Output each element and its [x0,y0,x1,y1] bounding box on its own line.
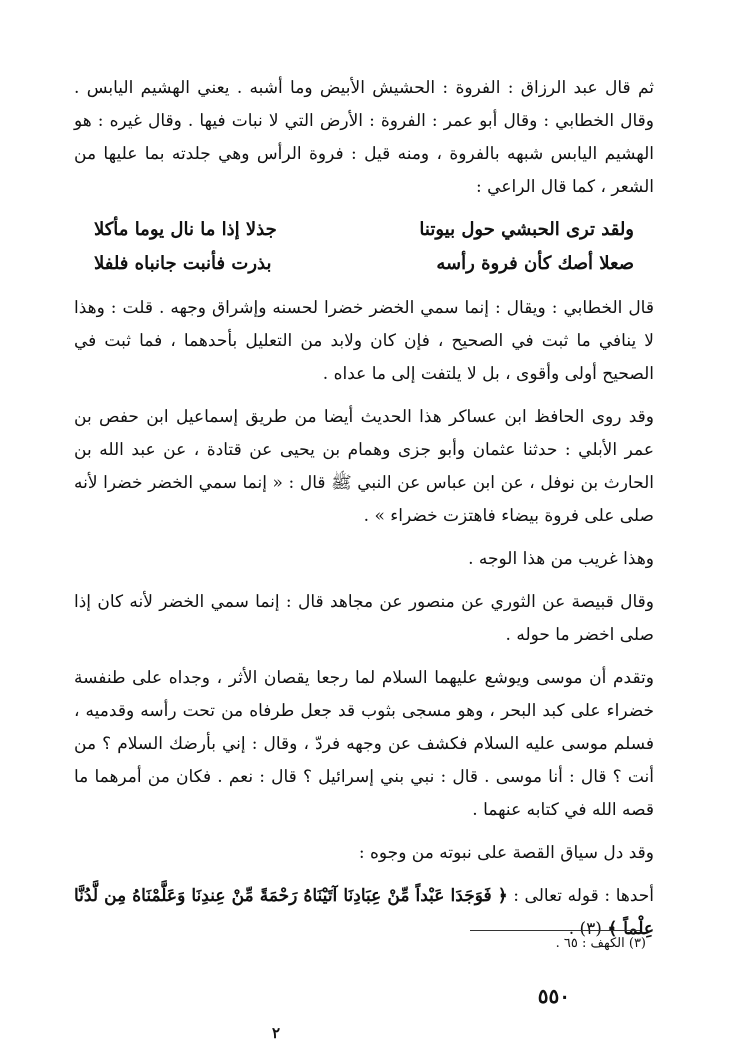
quran-verse: ﴿ فَوَجَدَا عَبْداً مِّنْ عِبَادِنَا آتَيْنَاهُ رَحْمَةً مِّنْ عِندِنَا وَعَلَّمْنَاهُ مِن لَّدُنَّا عِلْماً ﴾ [74,886,654,939]
paragraph-7: وقد دل سياق القصة على نبوته من وجوه : [358,843,654,863]
footnote: (٣) الكهف : ٦٥ . [555,936,646,951]
page-body [74,72,654,956]
footnote-divider [470,930,640,931]
verse-2-first-hemistich: صعلا أصك كأن فروة رأسه [436,253,634,274]
paragraph-1: ثم قال عبد الرزاق : الفروة : الحشيش الأبيض وما أشبه . يعني الهشيم اليابس . وقال الخطابي : وقال أبو عمر : الفروة : الأرض التي لا نبات فيها . وقال غيره : هو الهشيم اليابس شبهه بالفروة ، ومنه قيل : فروة الرأس وهي جلدته بما عليها من الشعر ، كما قال الراعي : [74,78,654,197]
paragraph-4: وهذا غريب من هذا الوجه . [468,549,654,569]
footnote-reference: (٣) . [568,919,602,939]
paragraph-6: وتقدم أن موسى ويوشع عليهما السلام لما رجعا يقصان الأثر ، وجداه على طنفسة خضراء على كبد البحر ، وهو مسجى بثوب قد جعل طرفاه من تحت رأسه وقدميه ، فسلم موسى عليه السلام فكشف عن وجهه فردّ ، وقال : إني بأرضك السلام ؟ من أنت ؟ قال : أنا موسى . قال : نبي بني إسرائيل ؟ قال : نعم . فكان من أمرهما ما قصه الله في كتابه عنهما . [74,668,654,820]
quran-intro: أحدها : قوله تعالى : [507,886,654,906]
paragraph-3: وقد روى الحافظ ابن عساكر هذا الحديث أيضا من طريق إسماعيل ابن حفص بن عمر الأبلي : حدثنا عثمان وأبو جزى وهمام بن يحيى عن قتادة ، عن عبد الله بن الحارث بن نوفل ، عن ابن عباس عن النبي ﷺ قال : « إنما سمي الخضر خضرا لأنه صلى على فروة بيضاء فاهتزت خضراء » . [74,407,654,526]
verse-1-first-hemistich: ولقد ترى الحبشي حول بيوتنا [419,219,634,240]
verse-1-second-hemistich: جذلا إذا ما نال يوما مأكلا [94,219,277,240]
page-number: ٥٥٠ [537,984,570,1008]
signature-mark: ٢ [272,1024,281,1042]
paragraph-2: قال الخطابي : ويقال : إنما سمي الخضر خضرا لحسنه وإشراق وجهه . قلت : وهذا لا ينافي ما ثبت في الصحيح ، فإن كان ولابد من التعليل بأحدهما ، فما ثبت في الصحيح أولى وأقوى ، بل لا يلتفت إلى ما عداه . [74,298,654,384]
paragraph-5: وقال قبيصة عن الثوري عن منصور عن مجاهد قال : إنما سمي الخضر لأنه كان إذا صلى اخضر ما حوله . [74,592,654,645]
poem-verse-2 [74,248,654,280]
verse-2-second-hemistich: بذرت فأنبت جانباه فلفلا [94,253,272,274]
poem-verse-1 [74,214,654,246]
